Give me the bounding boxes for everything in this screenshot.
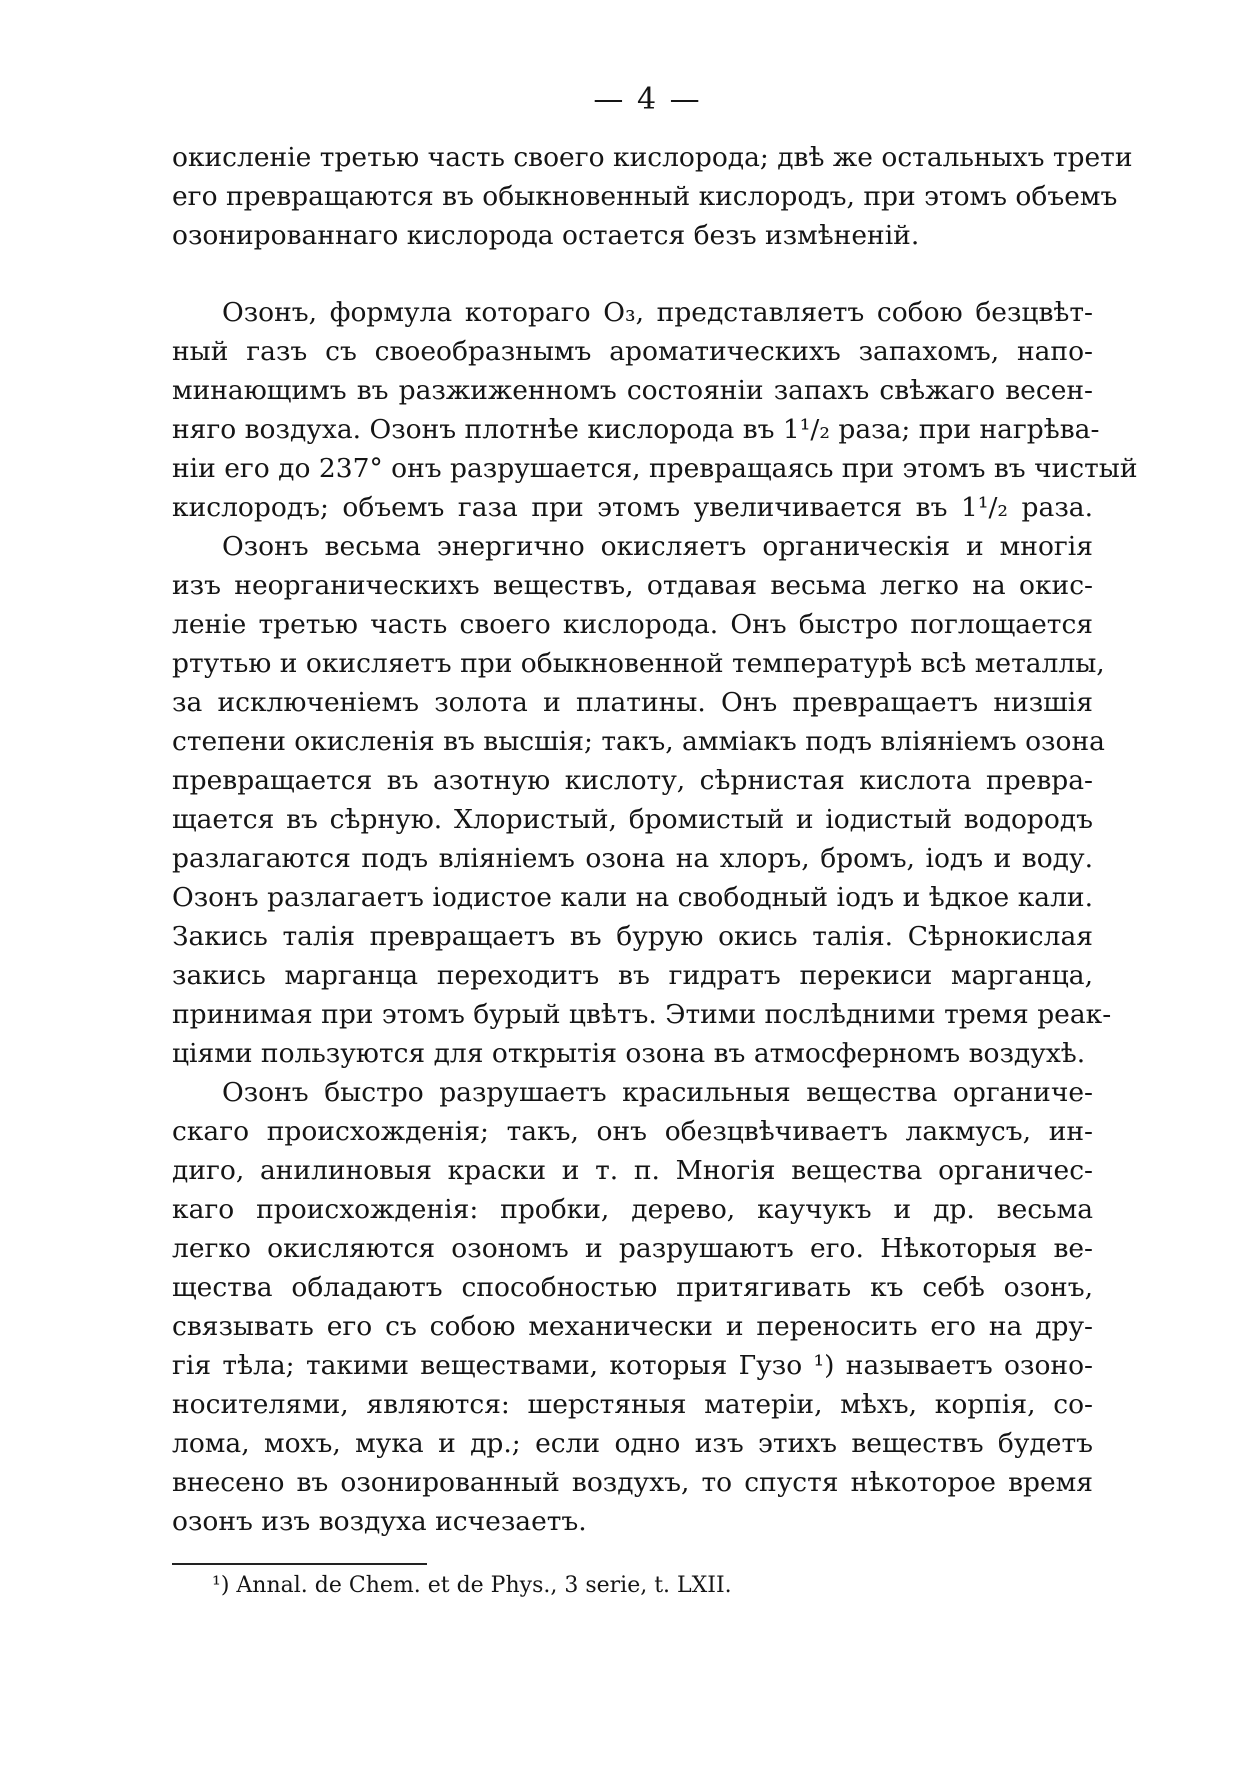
text-line: ртутью и окисляетъ при обыкновенной температурѣ всѣ металлы, [172, 648, 1105, 679]
footnote-divider [172, 1563, 427, 1565]
text-line: Озонъ весьма энергично окисляетъ органическія и многія [222, 531, 1093, 562]
paragraph-ozone-formula [172, 293, 1138, 527]
text-line: Озонъ быстро разрушаетъ красильныя вещества органиче- [222, 1077, 1093, 1108]
text-line: за исключеніемъ золота и платины. Онъ превращаетъ низшія [172, 687, 1093, 718]
text-line: разлагаются подъ вліяніемъ озона на хлоръ, бромъ, іодъ и воду. [172, 843, 1093, 874]
text-line: озонъ изъ воздуха исчезаетъ. [172, 1506, 587, 1537]
text-line: скаго происхожденія; такъ, онъ обезцвѣчиваетъ лакмусъ, ин- [172, 1116, 1093, 1147]
text-line: гія тѣла; такими веществами, которыя Гузо ¹) называетъ озоно- [172, 1350, 1093, 1381]
document-page [172, 80, 1138, 1603]
text-line: степени окисленія въ высшія; такъ, аммiакъ подъ вліяніемъ озона [172, 726, 1105, 757]
text-line: леніе третью часть своего кислорода. Онъ быстро поглощается [172, 609, 1093, 640]
text-line: ціями пользуются для открытія озона въ атмосферномъ воздухѣ. [172, 1038, 1086, 1069]
text-line: Закись талія превращаетъ въ бурую окись талія. Сѣрнокислая [172, 921, 1093, 952]
text-line: минающимъ въ разжиженномъ состояніи запахъ свѣжаго весен- [172, 375, 1093, 406]
text-line: внесено въ озонированный воздухъ, то спустя нѣкоторое время [172, 1467, 1093, 1498]
text-line: озонированнаго кислорода остается безъ измѣненій. [172, 220, 920, 251]
paragraph-continuation [172, 138, 1133, 255]
text-line: Озонъ, формула котораго O₃, представляетъ собою безцвѣт- [222, 297, 1093, 328]
text-line: диго, анилиновыя краски и т. п. Многія вещества органичес- [172, 1155, 1093, 1186]
text-line: принимая при этомъ бурый цвѣтъ. Этими послѣдними тремя реак- [172, 999, 1112, 1030]
text-line: щается въ сѣрную. Хлористый, бромистый и іодистый водородъ [172, 804, 1093, 835]
text-line: кислородъ; объемъ газа при этомъ увеличивается въ 1¹/₂ раза. [172, 492, 1093, 523]
text-line: щества обладаютъ способностью притягивать къ себѣ озонъ, [172, 1272, 1093, 1303]
text-line: изъ неорганическихъ веществъ, отдавая весьма легко на окис- [172, 570, 1093, 601]
text-line: няго воздуха. Озонъ плотнѣе кислорода въ 1¹/₂ раза; при нагрѣва- [172, 414, 1100, 445]
text-line: превращается въ азотную кислоту, сѣрнистая кислота превра- [172, 765, 1093, 796]
text-line: ный газъ съ своеобразнымъ ароматическихъ запахомъ, напо- [172, 336, 1093, 367]
text-line: закись марганца переходитъ въ гидратъ перекиси марганца, [172, 960, 1093, 991]
text-line: ніи его до 237° онъ разрушается, превращаясь при этомъ въ чистый [172, 453, 1138, 484]
text-line: лома, мохъ, мука и др.; если одно изъ этихъ веществъ будетъ [172, 1428, 1093, 1459]
page-number: — 4 — [593, 82, 702, 117]
text-line: носителями, являются: шерстяныя матеріи, мѣхъ, корпія, со- [172, 1389, 1093, 1420]
text-line: Озонъ разлагаетъ іодистое кали на свободный іодъ и ѣдкое кали. [172, 882, 1093, 913]
footnote: ¹) Annal. de Chem. et de Phys., 3 serie, t. LXII. [212, 1573, 732, 1598]
text-line: связывать его съ собою механически и переносить его на дру- [172, 1311, 1093, 1342]
paragraph-ozone-dyes [172, 1073, 1093, 1541]
text-line: окисленіе третью часть своего кислорода; двѣ же остальныхъ трети [172, 142, 1133, 173]
paragraph-ozone-oxidation [172, 527, 1112, 1073]
text-line: его превращаются въ обыкновенный кислородъ, при этомъ объемъ [172, 181, 1118, 212]
text-line: каго происхожденія: пробки, дерево, каучукъ и др. весьма [172, 1194, 1093, 1225]
text-line: легко окисляются озономъ и разрушаютъ его. Нѣкоторыя ве- [172, 1233, 1093, 1264]
